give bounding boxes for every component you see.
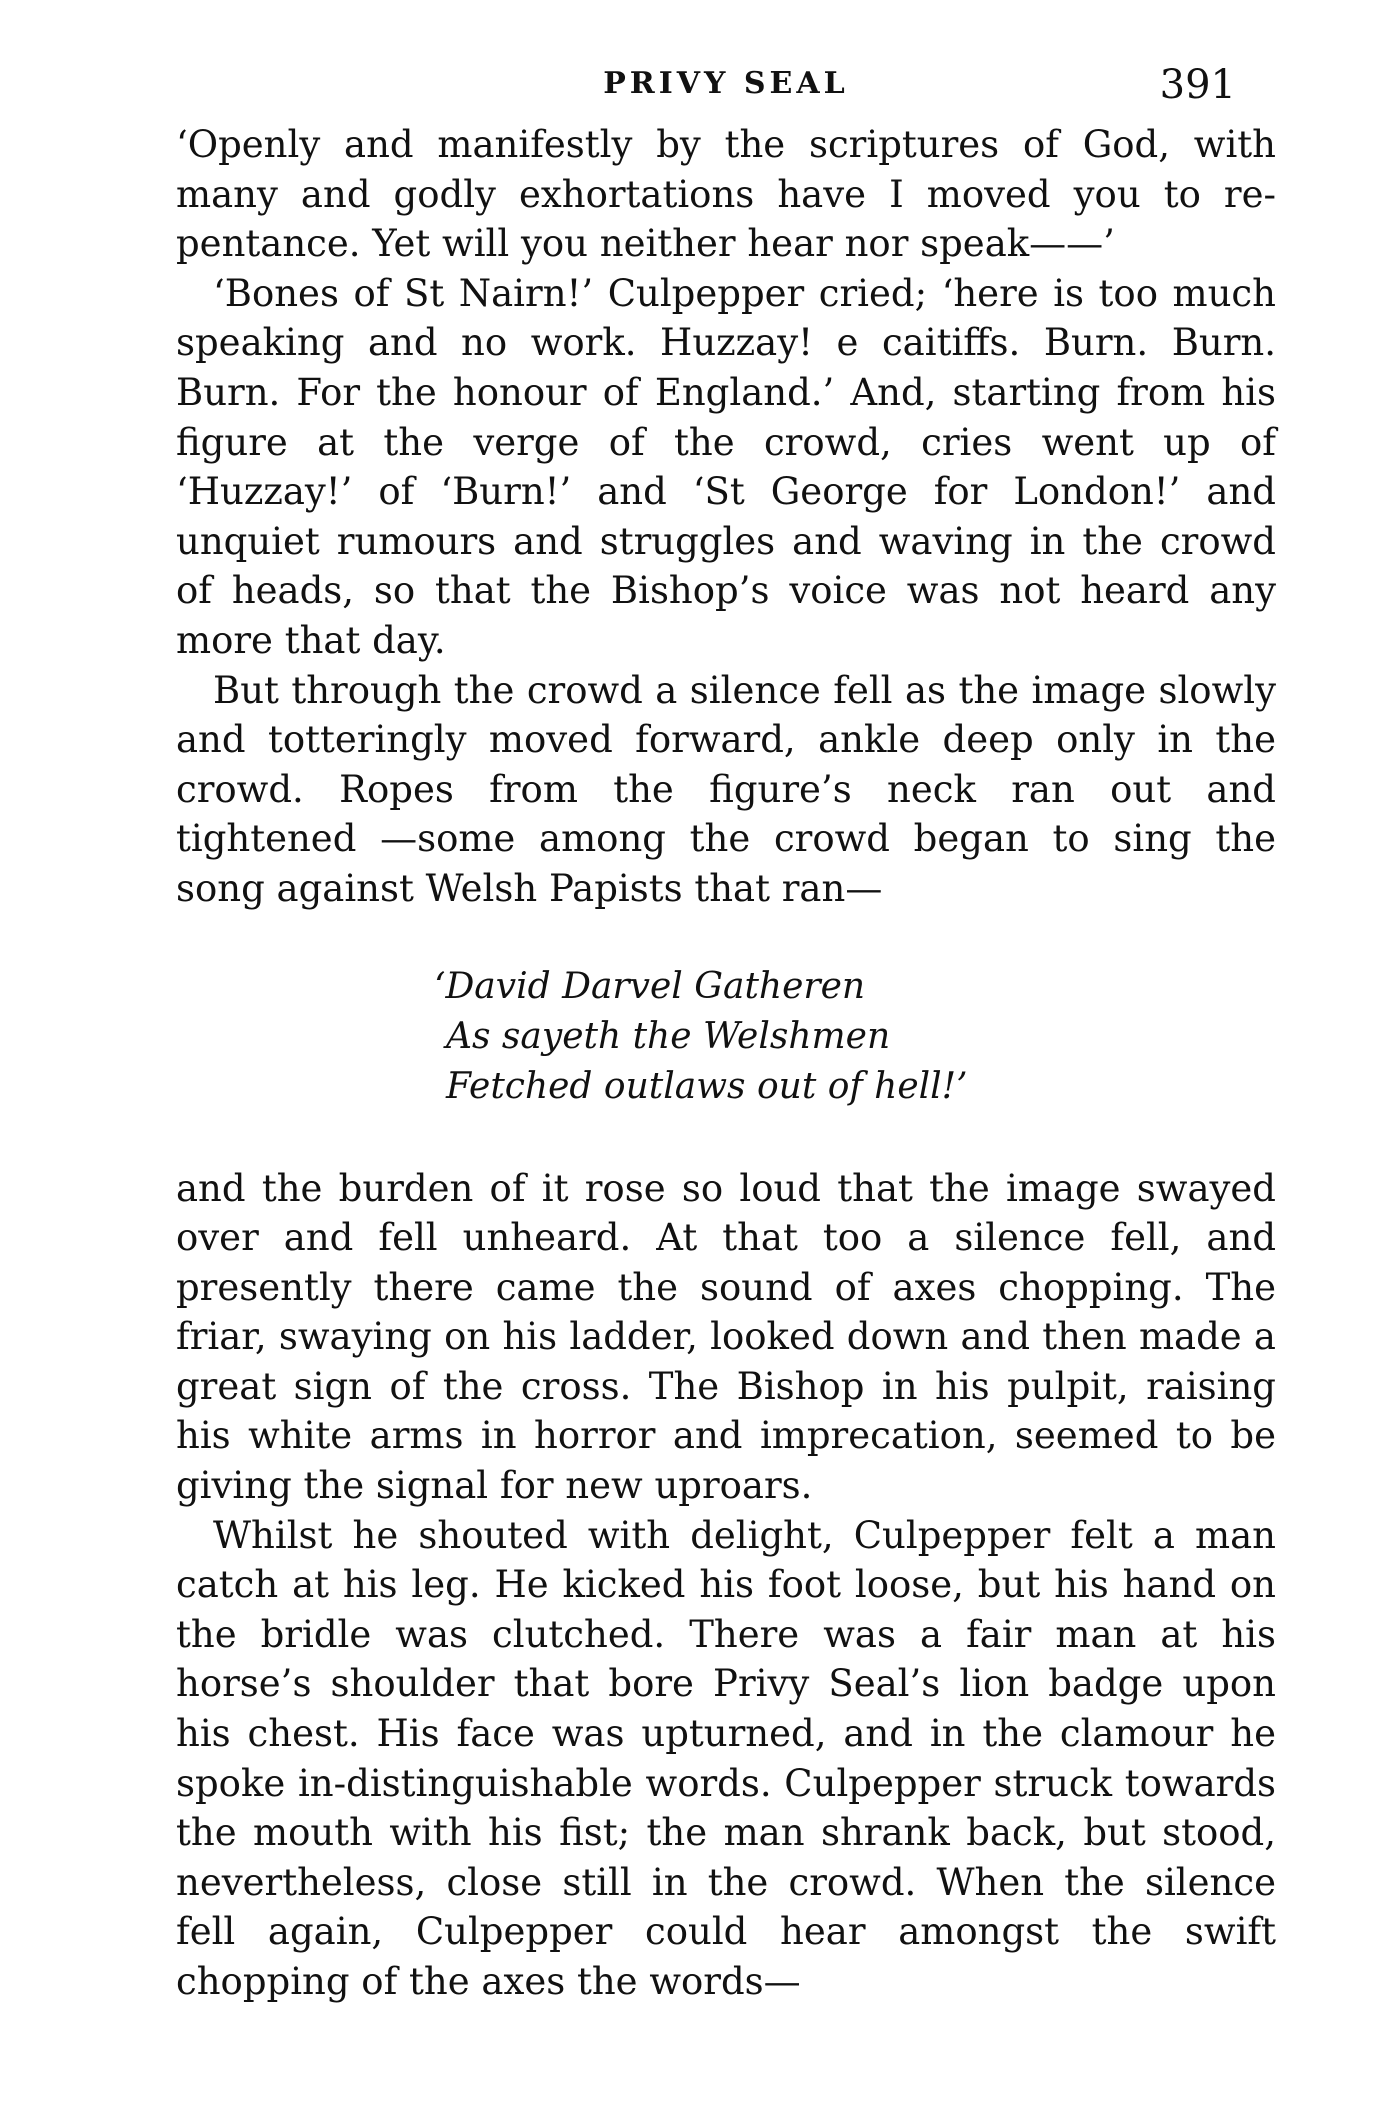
book-page	[176, 56, 1276, 2007]
running-title: PRIVY SEAL	[603, 66, 849, 101]
paragraph: Whilst he shouted with delight, Culpepper felt a man catch at his leg. He kicked his foot loose, but his hand on the bridle was clutched. There was a fair man at his horse’s shoulder that bore Privy Seal’s lion badge upon his chest. His face was upturned, and in the clamour he spoke in-distinguishable words. Culpepper struck towards the mouth with his fist; the man shrank back, but stood, nevertheless, close still in the crowd. When the silence fell again, Culpepper could hear amongst the swift chopping of the axes the words—	[176, 1513, 1276, 2003]
page-number: 391	[1159, 62, 1236, 108]
verse-block	[434, 962, 1276, 1112]
paragraph: and the burden of it rose so loud that the image swayed over and fell unheard. At that too a silence fell, and presently there came the sound of axes chopping. The friar, swaying on his ladder, looked down and then made a great sign of the cross. The Bishop in his pulpit, raising his white arms in horror and imprecation, seemed to be giving the signal for new uproars.	[176, 1166, 1276, 1508]
paragraph: ‘Openly and manifestly by the scriptures of God, with many and godly exhortations have I moved you to re-pentance. Yet will you neither hear nor speak——’	[176, 123, 1276, 266]
paragraph: ‘Bones of St Nairn!’ Culpepper cried; ‘here is too much speaking and no work. Huzzay! e caitiffs. Burn. Burn. Burn. For the honour of England.’ And, starting from his figure at the verge of the crowd, cries went up of ‘Huzzay!’ of ‘Burn!’ and ‘St George for London!’ and unquiet rumours and struggles and waving in the crowd of heads, so that the Bishop’s voice was not heard any more that day.	[176, 271, 1276, 662]
running-head	[176, 56, 1276, 120]
verse-line: ‘David Darvel Gatheren	[434, 965, 866, 1007]
paragraph: But through the crowd a silence fell as the image slowly and totteringly moved forward, ankle deep only in the crowd. Ropes from the figure’s neck ran out and tightened —some among the crowd began to sing the song against Welsh Papists that ran—	[176, 668, 1276, 910]
verse-line: Fetched outlaws out of hell!’	[446, 1065, 968, 1107]
verse-line: As sayeth the Welshmen	[446, 1015, 891, 1057]
